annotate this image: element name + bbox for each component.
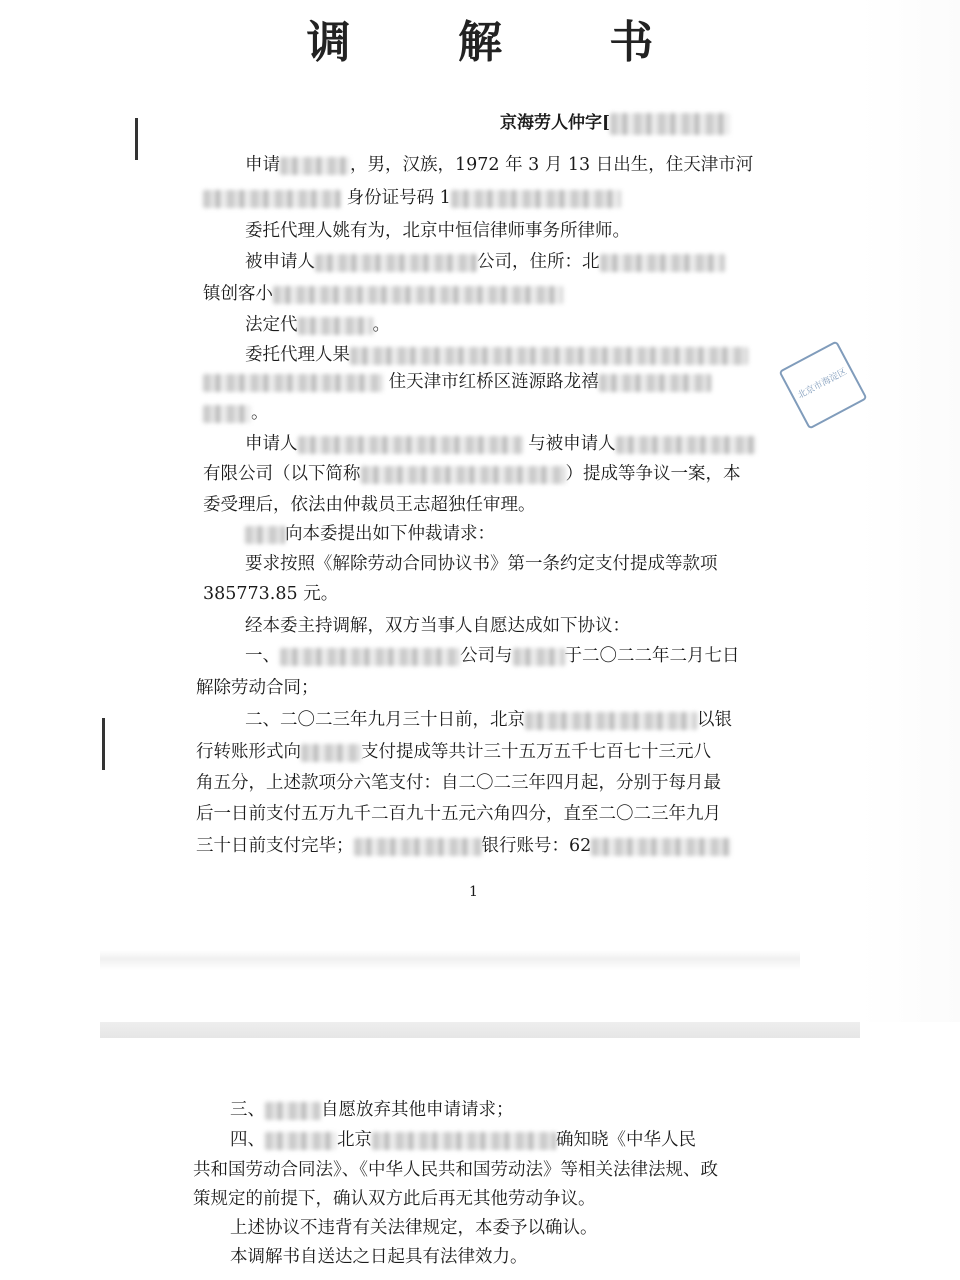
scan-artifact: [100, 950, 800, 970]
text-line: 三十日前支付完毕； 银行账号：62: [196, 834, 731, 859]
text-line: 委托代理人果: [245, 343, 748, 368]
text-line: 要求按照《解除劳动合同协议书》第一条约定支付提成等款项: [245, 554, 718, 574]
text-line: 解除劳动合同；: [196, 678, 319, 698]
text-line: 申请 ，男，汉族，1972 年 3 月 13 日出生，住天津市河: [245, 155, 754, 175]
document-title: 调 解 书: [306, 17, 700, 68]
page-number: 1: [469, 884, 478, 900]
scan-mark-middle: [102, 718, 105, 770]
text-line: 四、 北京 确知晓《中华人民: [230, 1130, 696, 1150]
text-line: 申请人 与被申请人: [245, 432, 756, 457]
text-line: 上述协议不违背有关法律规定，本委予以确认。: [230, 1218, 598, 1238]
page-edge-shade: [860, 0, 960, 1022]
text-line: 一、 公司与 于二〇二二年二月七日: [245, 646, 740, 666]
text-line: 有限公司（以下简称 ）提成等争议一案，本: [203, 464, 741, 484]
official-stamp: 北京市海淀区: [778, 340, 867, 429]
text-line: 三、 自愿放弃其他申请请求；: [230, 1100, 514, 1120]
text-line: 。: [203, 401, 269, 426]
text-line: 角五分，上述款项分六笔支付：自二〇二三年四月起，分别于每月最: [196, 773, 721, 793]
text-line: 镇创客小: [203, 282, 563, 307]
text-line: 经本委主持调解，双方当事人自愿达成如下协议：: [245, 616, 630, 636]
scan-mark-top: [135, 118, 138, 160]
text-line: 住天津市红桥区涟源路龙禧: [203, 370, 711, 395]
text-line: 后一日前支付五万九千二百九十五元六角四分，直至二〇二三年九月: [196, 804, 721, 824]
text-line: 385773.85 元。: [203, 584, 339, 604]
text-line: 委托代理人姚有为，北京中恒信律师事务所律师。: [245, 221, 630, 241]
text-line: 二、二〇二三年九月三十日前，北京 以银: [245, 710, 732, 730]
case-number: 京海劳人仲字[: [500, 108, 730, 135]
page-separator: [100, 1022, 860, 1038]
text-line: 策规定的前提下，确认双方此后再无其他劳动争议。: [193, 1189, 596, 1209]
text-line: 行转账形式向 支付提成等共计三十五万五千七百七十三元八: [196, 742, 711, 762]
text-line: 本调解书自送达之日起具有法律效力。: [230, 1247, 528, 1267]
text-line: 被申请人 公司，住所：北: [245, 250, 725, 275]
text-line: 法定代 。: [245, 315, 390, 335]
text-line: 身份证号码 1: [203, 186, 621, 211]
text-line: 共和国劳动合同法》、《中华人民共和国劳动法》等相关法律法规、政: [193, 1160, 718, 1180]
text-line: 委受理后，依法由仲裁员王志超独任审理。: [203, 495, 536, 515]
text-line: 向本委提出如下仲裁请求：: [245, 522, 495, 547]
